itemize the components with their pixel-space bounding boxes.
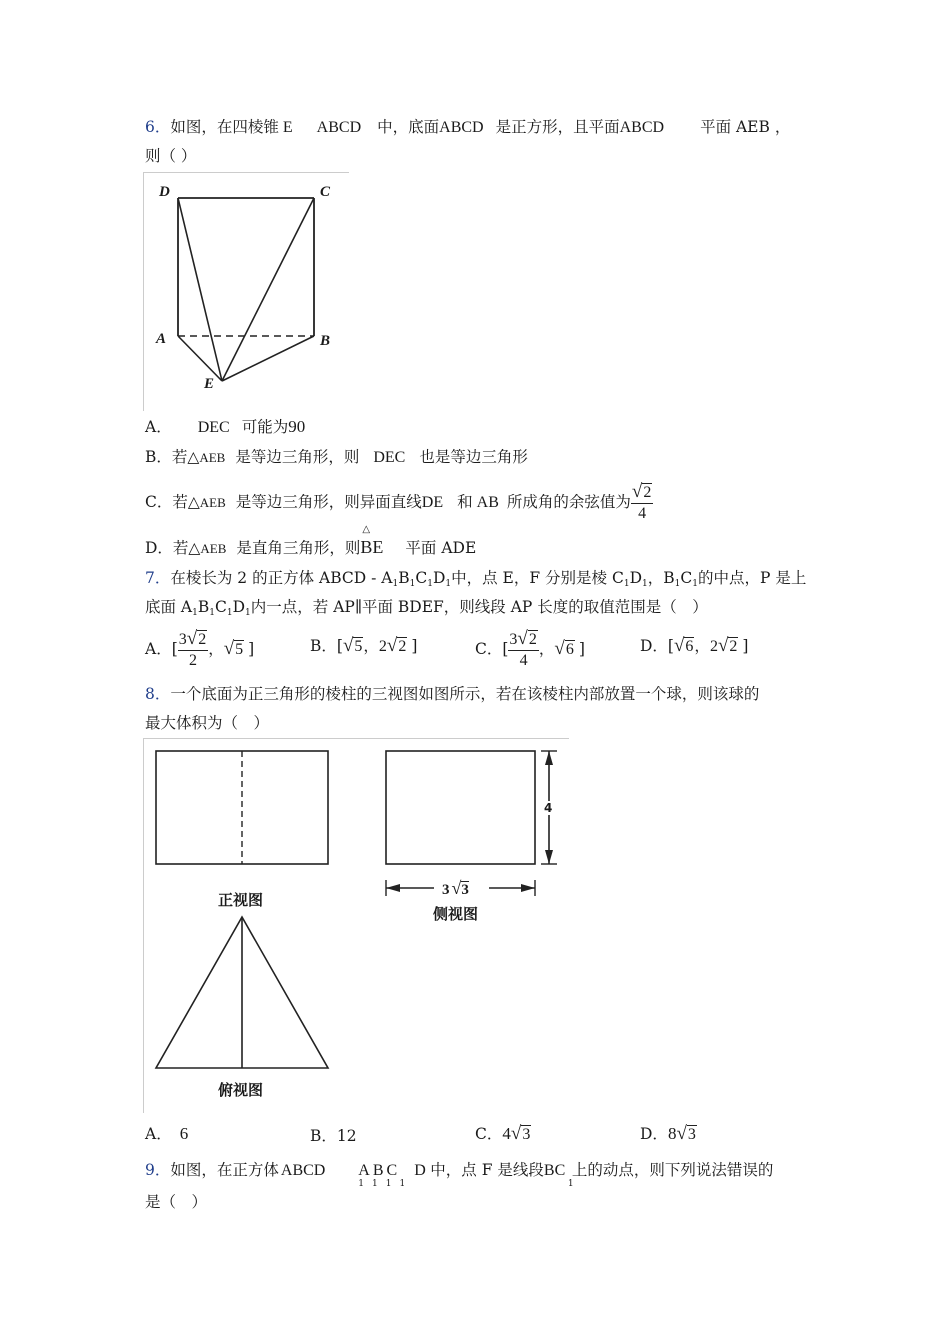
q7-option-a: A．[ $\frac{3√2}{2}$ ，√5 ] (145, 628, 255, 669)
option-label: B．[ (310, 637, 343, 655)
option-text: 也是等边三角形 (419, 448, 528, 466)
q9-text: 中，点 F 是线段 (430, 1161, 544, 1179)
q9-line2: 是（ ） (145, 1193, 208, 1211)
side-view-rect (386, 751, 535, 864)
q7-text: C (415, 569, 428, 587)
subscript: 1 (623, 579, 630, 589)
subscript: 1 (192, 608, 198, 618)
q8-number: 8． (145, 685, 171, 703)
radicand: 6 (685, 638, 694, 655)
subscript: 1 (409, 579, 416, 589)
q8-option-a (145, 1124, 188, 1144)
radicand: 3 (461, 882, 469, 898)
q9-line1 (145, 1160, 773, 1190)
math-abcd: ABCD (316, 119, 362, 136)
q6-option-c (145, 479, 653, 525)
separator: ， (538, 640, 555, 658)
math-a1b1c1d1 (358, 1160, 430, 1189)
q7-text: ，B (647, 569, 675, 587)
arrow-left-icon (386, 884, 400, 892)
option-label: D．若△ (145, 539, 201, 557)
three-view-figure (143, 738, 569, 1113)
bracket: ] (742, 637, 749, 655)
edge-ae (178, 336, 222, 381)
option-text: 是直角三角形，则 (236, 539, 361, 557)
q8-line1 (145, 684, 759, 704)
subscript: 1 (358, 1179, 373, 1189)
math-abcd: ABCD (280, 1162, 326, 1179)
math-aeb: AEB (200, 541, 227, 556)
q7-line2 (145, 597, 708, 623)
option-label: B． (310, 1127, 337, 1145)
three-view-diagram (144, 739, 569, 1113)
q7-number: 7． (145, 569, 171, 587)
q9-text: 如图，在正方体 (170, 1161, 279, 1179)
option-label: A． (145, 1125, 172, 1143)
q6-line1 (145, 117, 790, 138)
coef: 3 (178, 631, 187, 648)
denominator: 4 (638, 505, 647, 522)
radicand: 2 (198, 631, 207, 648)
q7-option-d: D．[√6，2√2 ] (640, 635, 749, 656)
denominator: 2 (188, 652, 197, 669)
option-label: D． (640, 1125, 668, 1143)
option-label: C．若△ (145, 493, 200, 511)
subscript: 1 (385, 1179, 400, 1189)
option-value: 12 (336, 1127, 357, 1145)
width-label: 3 √3 (442, 878, 469, 898)
q9-number: 9． (145, 1161, 171, 1179)
vertex-label-d: D (159, 184, 170, 200)
coef: 3 (509, 631, 518, 648)
option-label: D．[ (640, 637, 674, 655)
q7-text: 底面 A (145, 598, 193, 616)
q7-text: D (232, 598, 246, 616)
triangle-mark: △ (362, 524, 371, 535)
bracket: ] (578, 640, 585, 658)
option-label: B．若△ (145, 448, 200, 466)
coef: 4 (502, 1124, 511, 1143)
math-90: 90 (288, 417, 306, 436)
subscript: 1 (674, 579, 681, 589)
math-abcd: ABCD (619, 119, 665, 136)
letter: BC (543, 1162, 566, 1179)
coef: 8 (667, 1124, 677, 1143)
q7-text: D (432, 569, 446, 587)
fraction: $\frac{3√2}{4}$ (509, 628, 537, 669)
arrow-up-icon (545, 751, 553, 765)
radicand: 6 (565, 641, 574, 658)
option-label: A．[ (145, 640, 178, 658)
option-text: 平面 ADE (405, 539, 477, 557)
radicand: 2 (643, 484, 652, 501)
q7-text: C (214, 598, 227, 616)
q7-text: 在棱长为 2 的正方体 ABCD - A (170, 569, 393, 587)
letter: B (372, 1162, 387, 1179)
q6-text: 中，底面 (377, 118, 440, 136)
radicand: 2 (729, 638, 738, 655)
front-view-rect (156, 751, 328, 864)
math-e: E (282, 119, 293, 136)
edge-ce (222, 198, 314, 381)
radicand: 2 (528, 631, 537, 648)
q7-line1 (145, 568, 806, 594)
q7-text: 内一点，若 AP∥平面 BDEF，则线段 AP 长度的取值范围是（ ） (250, 598, 708, 616)
front-view-label: 正视图 (218, 891, 264, 909)
subscript: 1 (567, 1179, 574, 1189)
separator: ， (208, 640, 224, 658)
q8-line2: 最大体积为（ ） (145, 714, 270, 732)
top-view-label: 俯视图 (218, 1081, 264, 1099)
math-aeb: AEB (199, 450, 226, 465)
math-aeb: AEB (199, 495, 226, 510)
denominator: 4 (519, 652, 528, 669)
radicand: 5 (235, 641, 244, 658)
q7-text: C (680, 569, 693, 587)
math-be-group (360, 524, 384, 558)
radicand: 5 (354, 638, 363, 655)
option-value: 6 (179, 1124, 189, 1143)
q6-option-a (145, 417, 305, 438)
math-de: DE (421, 494, 444, 511)
math-ab: AB (476, 494, 499, 511)
q7-text: 的中点，P 是上 (697, 569, 807, 587)
q8-option-c: C．4√3 (475, 1123, 531, 1144)
vertex-label-e: E (204, 376, 215, 392)
subscript: 1 (226, 608, 233, 618)
side-view-label: 侧视图 (433, 905, 479, 923)
pyramid-diagram (144, 173, 349, 411)
separator: ， (694, 637, 710, 655)
fraction-sqrt2-over-4: $\frac{√2}{4}$ (631, 481, 652, 522)
bracket: ] (411, 637, 418, 655)
edge-de (178, 198, 222, 381)
q6-option-b (145, 447, 528, 468)
subscript: 1 (392, 579, 399, 589)
option-text: 所成角的余弦值为 (506, 493, 631, 511)
subscript: 1 (445, 579, 452, 589)
q7-option-b: B．[√5，2√2 ] (310, 635, 418, 656)
height-label: 4 (544, 801, 553, 815)
coef: 2 (709, 638, 718, 655)
letter: D (414, 1162, 429, 1179)
subscript: 1 (372, 1179, 386, 1189)
q6-number: 6． (145, 118, 171, 136)
letter: C (386, 1162, 401, 1179)
option-text: 和 (457, 493, 473, 511)
q8-option-b (310, 1126, 357, 1146)
option-label: C． (475, 1125, 503, 1143)
radicand: 2 (398, 638, 407, 655)
q9-text: 上的动点，则下列说法错误的 (571, 1161, 774, 1179)
subscript: 1 (692, 579, 698, 589)
q8-option-d: D．8√3 (640, 1123, 696, 1144)
pyramid-figure (143, 172, 349, 411)
radicand: 3 (687, 1126, 696, 1143)
math-abcd: ABCD (439, 119, 484, 136)
vertex-label-a: A (156, 331, 167, 347)
q8-text: 一个底面为正三角形的棱柱的三视图如图所示，若在该棱柱内部放置一个球，则该球的 (170, 685, 760, 703)
arrow-down-icon (545, 850, 553, 864)
subscript: 1 (245, 608, 251, 618)
q7-text: B (197, 598, 210, 616)
option-text: 是等边三角形，则 (235, 448, 360, 466)
q6-line2: 则（ ） (145, 147, 197, 165)
option-text: 是等边三角形，则异面直线 (235, 493, 422, 511)
q6-option-d (145, 524, 477, 559)
math-bc1 (543, 1160, 574, 1189)
q7-text: B (398, 569, 410, 587)
radicand: 3 (522, 1126, 531, 1143)
option-label: C．[ (475, 640, 509, 658)
subscript: 1 (427, 579, 433, 589)
subscript: 1 (399, 1179, 414, 1189)
separator: ， (363, 637, 379, 655)
fraction: $\frac{3√2}{2}$ (178, 628, 207, 669)
vertex-label-c: C (320, 184, 331, 200)
q7-option-c: C．[ $\frac{3√2}{4}$ ，√6 ] (475, 628, 585, 669)
q7-text: 中，点 E，F 分别是棱 C (451, 569, 624, 587)
vertex-label-b: B (320, 333, 331, 349)
subscript: 1 (642, 579, 648, 589)
coef: 2 (378, 638, 387, 655)
option-label: A． (145, 418, 172, 436)
subscript: 1 (209, 608, 215, 618)
letter: A (358, 1162, 373, 1179)
bracket: ] (248, 640, 255, 658)
edge-be (222, 336, 314, 381)
option-text: 可能为 (241, 418, 289, 436)
q6-text: 平面 AEB ， (700, 118, 791, 136)
coef: 3 (442, 882, 450, 898)
math-dec: DEC (197, 419, 230, 436)
math-dec: DEC (373, 449, 406, 466)
arrow-right-icon (521, 884, 535, 892)
q7-text: D (629, 569, 642, 587)
math-be: BE (360, 537, 384, 557)
q6-text: 是正方形，且平面 (495, 118, 620, 136)
q6-text: 如图，在四棱锥 (170, 118, 279, 136)
